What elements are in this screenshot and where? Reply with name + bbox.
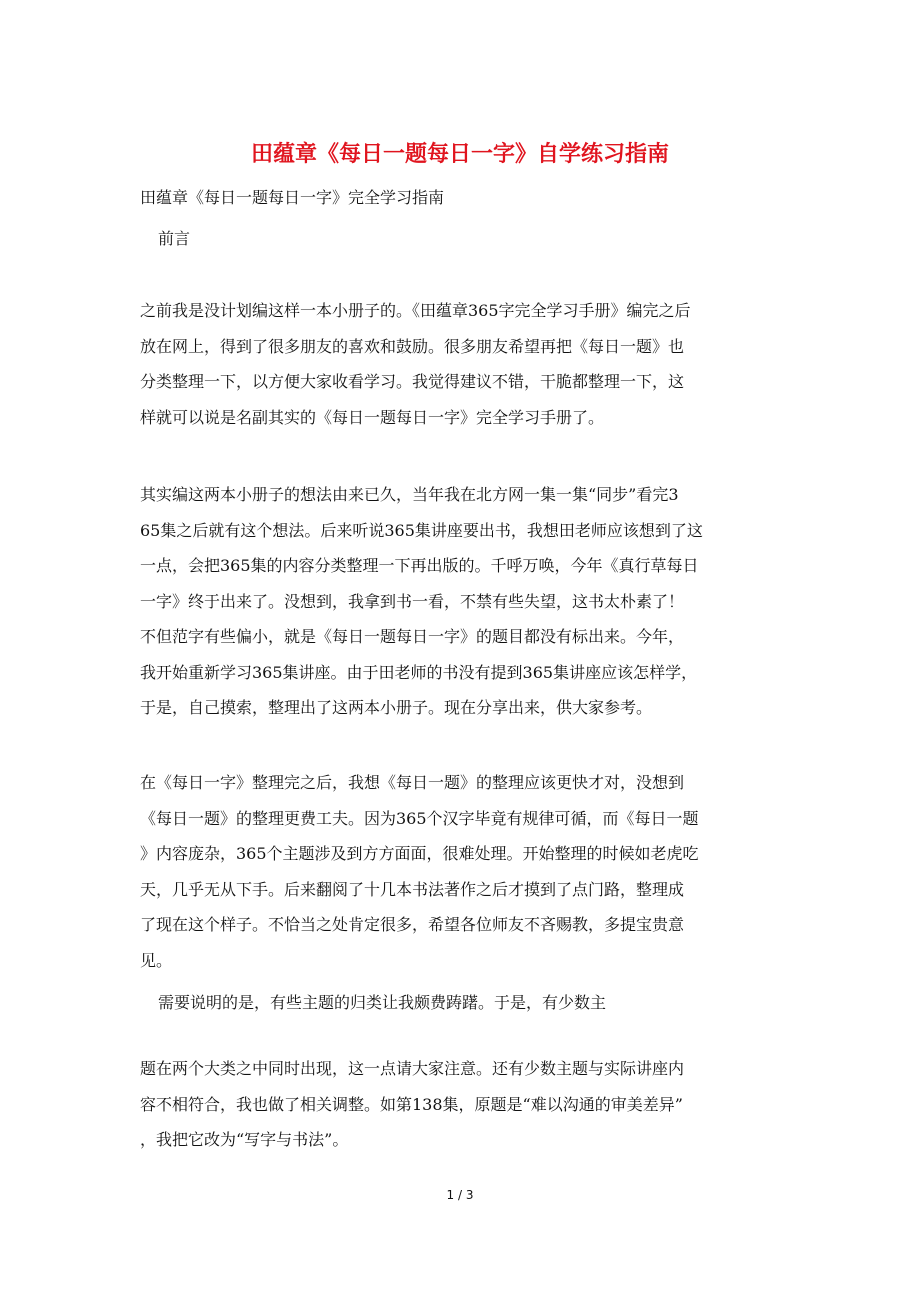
paragraph-line: 容不相符合，我也做了相关调整。如第138集，原题是“难以沟通的审美差异” bbox=[140, 1094, 683, 1114]
paragraph-line: 放在网上，得到了很多朋友的喜欢和鼓励。很多朋友希望再把《每日一题》也 bbox=[140, 336, 685, 356]
paragraph-line: 《每日一题》的整理更费工夫。因为365个汉字毕竟有规律可循，而《每日一题 bbox=[140, 808, 699, 828]
paragraph-line: 题在两个大类之中同时出现，这一点请大家注意。还有少数主题与实际讲座内 bbox=[140, 1059, 685, 1078]
paragraph-3 bbox=[140, 765, 780, 978]
paragraph-line: 一字》终于出来了。没想到，我拿到书一看，不禁有些失望，这书太朴素了！ bbox=[140, 591, 685, 611]
document-title: 田蕴章《每日一题每日一字》自学练习指南 bbox=[250, 142, 669, 167]
document-subtitle: 田蕴章《每日一题每日一字》完全学习指南 bbox=[140, 188, 445, 207]
paragraph-line: ，我把它改为“写字与书法”。 bbox=[140, 1130, 349, 1149]
paragraph-line: 不但范字有些偏小，就是《每日一题每日一字》的题目都没有标出来。今年， bbox=[140, 627, 685, 646]
paragraph-4-indented: 需要说明的是，有些主题的归类让我颇费踌躇。于是，有少数主 bbox=[158, 993, 607, 1012]
paragraph-line: 我开始重新学习365集讲座。由于田老师的书没有提到365集讲座应该怎样学， bbox=[140, 662, 698, 682]
paragraph-line: 了现在这个样子。不恰当之处肯定很多，希望各位师友不吝赐教，多提宝贵意 bbox=[140, 915, 685, 934]
paragraph-line: 在《每日一字》整理完之后，我想《每日一题》的整理应该更快才对，没想到 bbox=[140, 773, 685, 792]
paragraph-line: 之前我是没计划编这样一本小册子的。《田蕴章365字完全学习手册》编完之后 bbox=[140, 301, 691, 320]
paragraph-line: 其实编这两本小册子的想法由来已久，当年我在北方网一集一集“同步”看完3 bbox=[140, 485, 679, 504]
preface-heading: 前言 bbox=[158, 229, 191, 248]
paragraph-line: 见。 bbox=[140, 950, 173, 970]
paragraph-line: 天，几乎无从下手。后来翻阅了十几本书法著作之后才摸到了点门路，整理成 bbox=[140, 879, 685, 899]
page-number: 1 / 3 bbox=[446, 1188, 474, 1202]
paragraph-line: 65集之后就有这个想法。后来听说365集讲座要出书，我想田老师应该想到了这 bbox=[140, 520, 703, 540]
paragraph-1 bbox=[140, 293, 780, 435]
paragraph-line: 一点，会把365集的内容分类整理一下再出版的。千呼万唤，今年《真行草每日 bbox=[140, 556, 699, 575]
paragraph-line: 》内容庞杂，365个主题涉及到方方面面，很难处理。开始整理的时候如老虎吃 bbox=[140, 844, 699, 863]
paragraph-2 bbox=[140, 477, 780, 726]
paragraph-line: 样就可以说是名副其实的《每日一题每日一字》完全学习手册了。 bbox=[140, 407, 605, 427]
paragraph-line: 分类整理一下，以方便大家收看学习。我觉得建议不错，干脆都整理一下，这 bbox=[140, 372, 685, 391]
paragraph-line: 于是，自己摸索，整理出了这两本小册子。现在分享出来，供大家参考。 bbox=[140, 698, 653, 717]
paragraph-5 bbox=[140, 1051, 780, 1158]
